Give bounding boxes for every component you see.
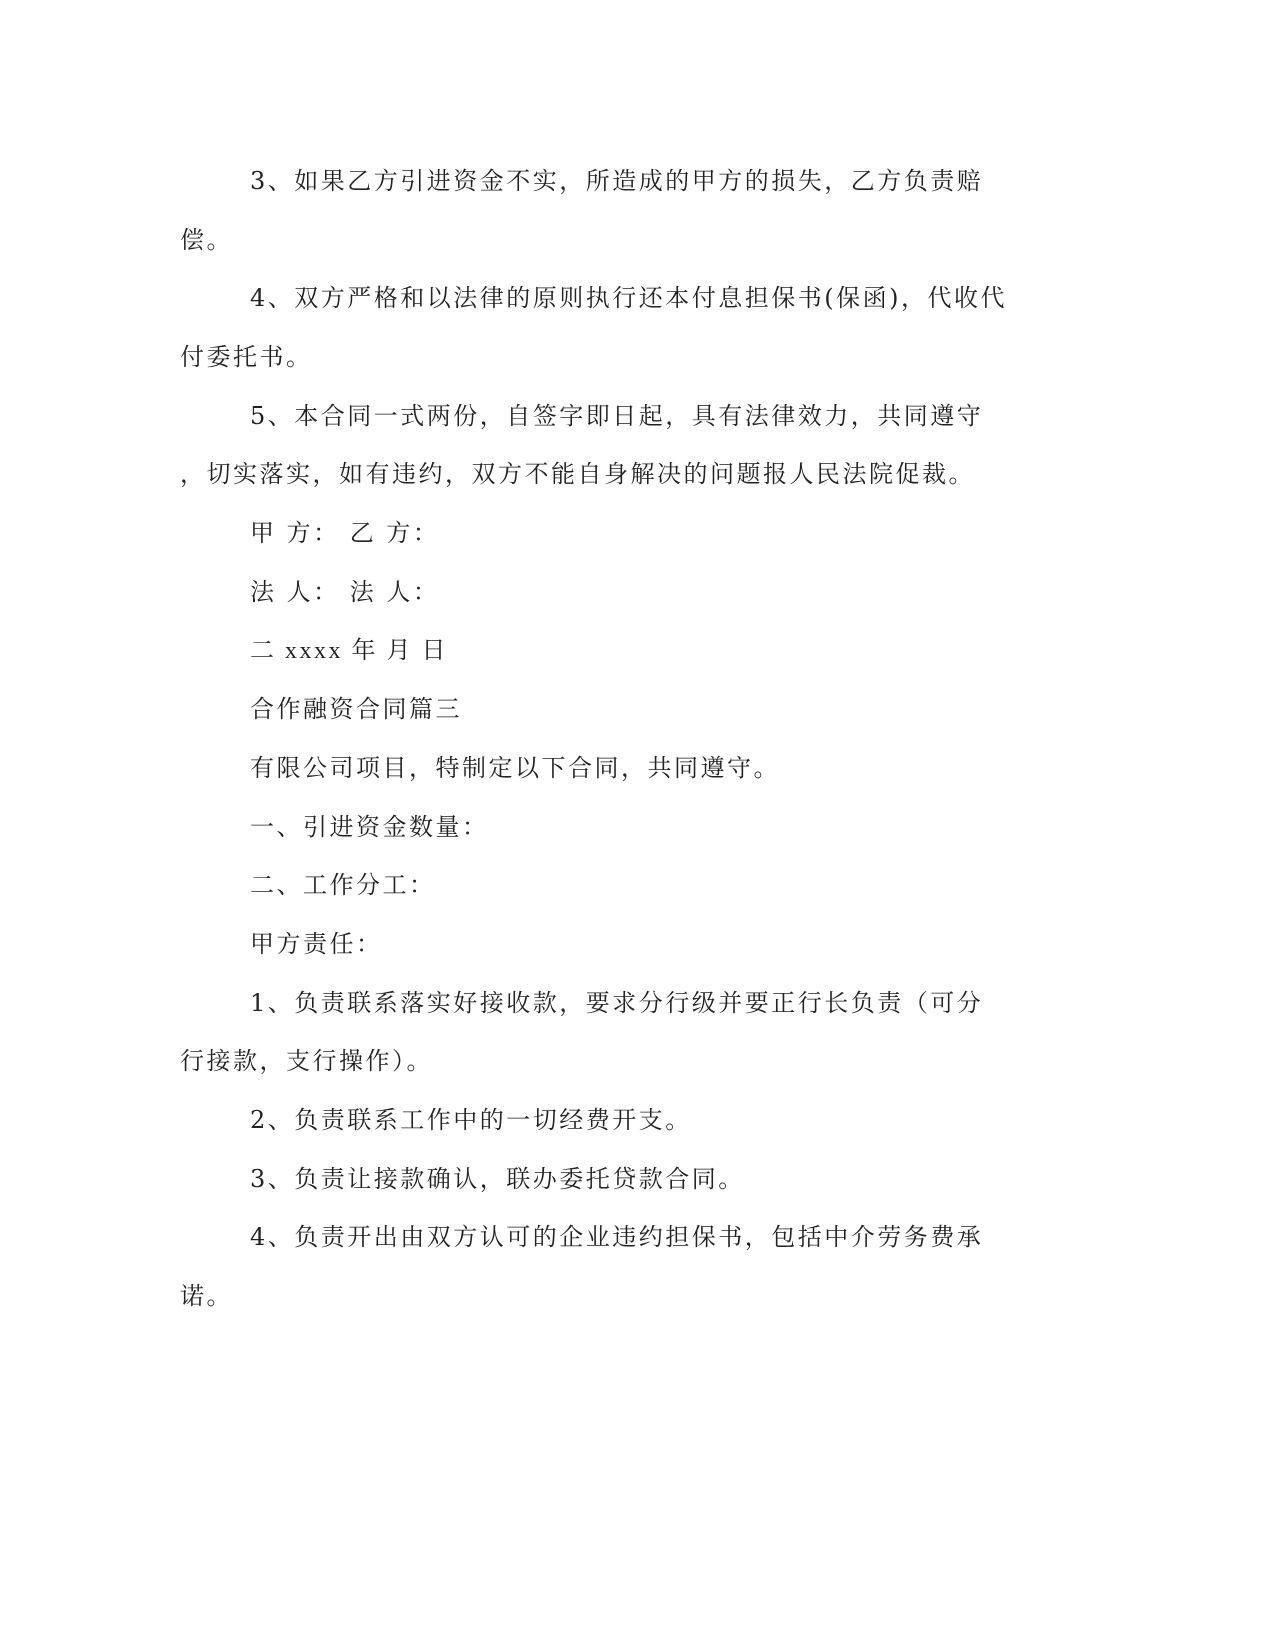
text-line: 3、负责让接款确认，联办委托贷款合同。 (250, 1164, 745, 1193)
text-line: 法 人： 法 人： (250, 577, 440, 606)
text-line: 二 xxxx 年 月 日 (250, 637, 448, 664)
paragraph-clause-4 (180, 269, 1060, 386)
text-line: 4、负责开出由双方认可的企业违约担保书，包括中介劳务费承 (250, 1223, 984, 1252)
paragraph-duty-4 (180, 1208, 1060, 1325)
text-line: 1、负责联系落实好接收款，要求分行级并要正行长负责（可分 (250, 988, 984, 1017)
text-line: 诺。 (180, 1282, 233, 1311)
paragraph-work-division (180, 856, 1060, 915)
text-line: 5、本合同一式两份，自签字即日起，具有法律效力，共同遵守 (250, 401, 984, 430)
text-line: 甲方责任： (250, 929, 383, 958)
text-line: 有限公司项目，特制定以下合同，共同遵守。 (250, 753, 780, 782)
paragraph-duty-1 (180, 974, 1060, 1091)
paragraph-intro (180, 739, 1060, 798)
paragraph-funding-amount (180, 798, 1060, 857)
paragraph-party-a-duties (180, 915, 1060, 974)
text-line: 行接款，支行操作）。 (180, 1047, 433, 1076)
text-line: 甲 方： 乙 方： (250, 519, 440, 548)
text-line: 2、负责联系工作中的一切经费开支。 (250, 1106, 692, 1134)
paragraph-duty-3 (180, 1150, 1060, 1209)
text-line: 4、双方严格和以法律的原则执行还本付息担保书(保函)，代收代 (250, 284, 1007, 313)
text-line: 合作融资合同篇三 (250, 695, 462, 724)
text-line: 二、工作分工： (250, 871, 436, 900)
text-line: 付委托书。 (180, 343, 313, 372)
signature-date-line (180, 622, 1060, 681)
text-line: 3、如果乙方引进资金不实，所造成的甲方的损失，乙方负责赔 (250, 167, 984, 195)
paragraph-clause-3 (180, 152, 1060, 269)
document-page (180, 152, 1060, 1326)
text-line: 一、引进资金数量： (250, 812, 489, 841)
paragraph-duty-2 (180, 1091, 1060, 1150)
text-line: ，切实落实，如有违约，双方不能自身解决的问题报人民法院促裁。 (180, 460, 975, 489)
text-line: 偿。 (180, 225, 233, 254)
section-heading (180, 680, 1060, 739)
paragraph-clause-5 (180, 387, 1060, 504)
signature-legal-person-line (180, 563, 1060, 622)
signature-party-line (180, 504, 1060, 563)
